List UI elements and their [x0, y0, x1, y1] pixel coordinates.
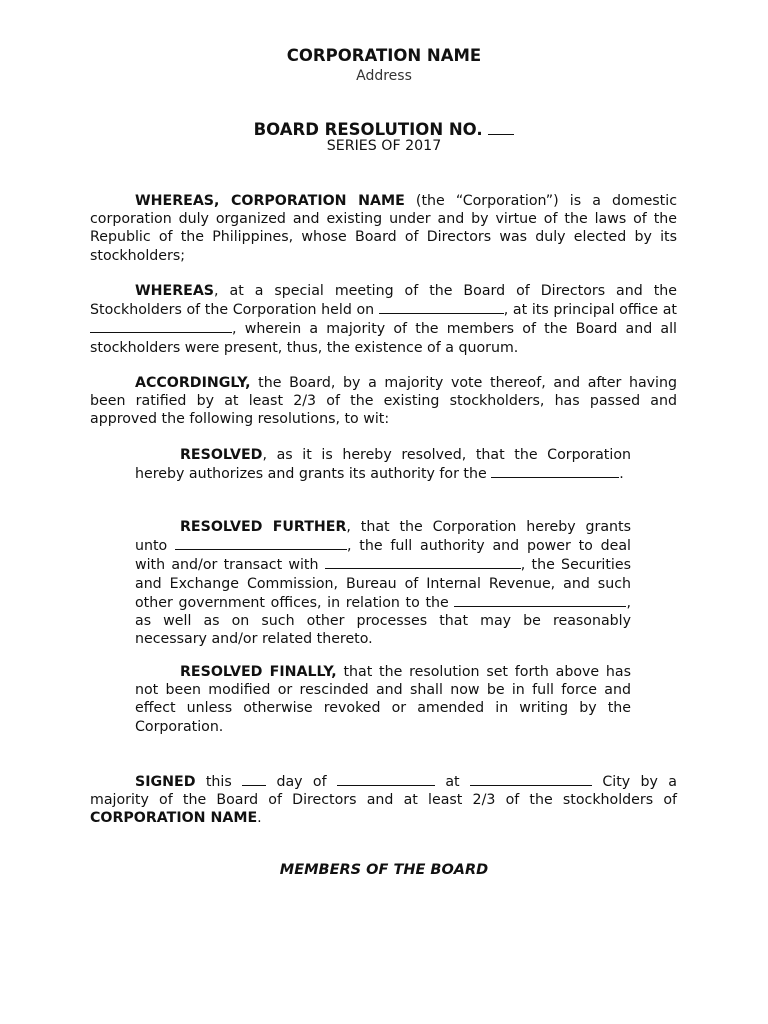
resolved-paragraph: [135, 446, 631, 483]
resolution-title-text: BOARD RESOLUTION NO.: [253, 120, 483, 139]
corporation-name-heading: CORPORATION NAME: [286, 46, 482, 65]
whereas-text: (the “Corporation”) is a domestic corporation duly organized and existing under and by virtue of the laws of the Republic of the Philippines, whose Board of Directors was duly elected by its stockholders;: [90, 193, 677, 264]
resolution-number-blank[interactable]: [488, 118, 514, 135]
resolved-lead: RESOLVED: [180, 447, 263, 463]
series-line: SERIES OF 2017: [326, 138, 442, 154]
whereas-paragraph-1: [90, 192, 677, 265]
address-line: Address: [356, 68, 412, 84]
signed-corporation-name: CORPORATION NAME: [90, 810, 258, 827]
meeting-date-blank[interactable]: [379, 300, 504, 314]
resolved-finally-text: that the resolution set forth above has not been modified or rescinded and shall now be in full force and effect unless otherwise revoked or amended in writing by the Corporation.: [135, 664, 631, 735]
resolved-further-text-4: , as well as on such other processes that may be reasonably necessary and/or related thereto.: [135, 594, 631, 648]
resolved-finally-lead: RESOLVED FINALLY,: [180, 664, 337, 680]
day-blank[interactable]: [242, 772, 266, 786]
signed-text-3: at: [434, 774, 470, 790]
whereas-text-1: , at a special meeting of the Board of Directors and the Stockholders of the Corporation held on: [90, 283, 677, 319]
office-address-blank[interactable]: [90, 319, 232, 333]
resolved-further-paragraph: [135, 518, 631, 648]
resolved-text-1: , as it is hereby resolved, that the Corporation hereby authorizes and grants its authority for the: [135, 447, 631, 483]
members-of-the-board-heading: MEMBERS OF THE BOARD: [279, 862, 489, 878]
whereas-paragraph-2: [90, 282, 677, 357]
whereas-lead: WHEREAS: [135, 283, 215, 299]
resolved-further-text-3: , the Securities and Exchange Commission, Bureau of Internal Revenue, and such other government offices, in relation to the: [135, 557, 631, 611]
signed-lead: SIGNED: [135, 774, 196, 790]
resolved-further-lead: RESOLVED FURTHER: [180, 519, 347, 535]
accordingly-text: the Board, by a majority vote thereof, and after having been ratified by at least 2/3 of the existing stockholders, has passed and approved the following resolutions, to wit:: [90, 375, 677, 428]
signed-text-1: this: [195, 774, 243, 790]
signed-paragraph: [90, 772, 677, 828]
resolved-further-text-1: , that the Corporation hereby grants unto: [135, 519, 631, 555]
relation-to-blank[interactable]: [454, 593, 626, 607]
city-blank[interactable]: [470, 772, 592, 786]
resolved-text-2: .: [619, 466, 624, 483]
accordingly-paragraph: [90, 374, 677, 429]
whereas-lead: WHEREAS, CORPORATION NAME: [135, 193, 405, 209]
resolution-title: [0, 118, 768, 139]
accordingly-lead: ACCORDINGLY,: [135, 375, 251, 391]
grantee-name-blank[interactable]: [175, 536, 347, 550]
transact-with-blank[interactable]: [325, 555, 521, 569]
resolved-further-text-2: , the full authority and power to deal with and/or transact with: [135, 538, 631, 574]
signed-text-4: City by a majority of the Board of Directors and at least 2/3 of the stockholders of: [90, 774, 677, 809]
whereas-text-2: , at its principal office at: [503, 302, 677, 319]
resolved-finally-paragraph: [135, 663, 631, 736]
signed-text-2: day of: [266, 774, 337, 790]
authority-purpose-blank[interactable]: [491, 464, 619, 478]
month-blank[interactable]: [337, 772, 435, 786]
signed-text-5: .: [257, 810, 262, 827]
whereas-text-3: , wherein a majority of the members of the Board and all stockholders were present, thus, the existence of a quorum.: [90, 321, 677, 356]
